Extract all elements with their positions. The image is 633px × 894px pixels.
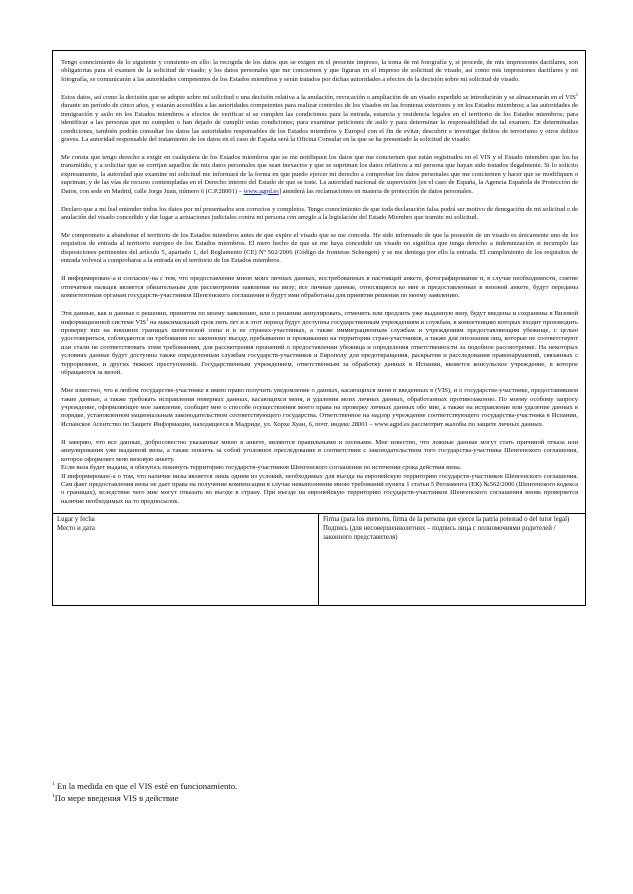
paragraph-es-consent: Tengo conocimiento de lo siguiente y consiento en ello: la recogida de los datos que se exigen en el presente impreso, la toma de mi fotografía y, si procede, de mis impresiones dactilares, son obligatorias para el examen de la solicitud de visado; y los datos personales que me conciernen y que figuran en el impreso de solicitud de visado, así como mis impresiones dactilares y mi fotografía, se comunicarán a las autoridades competentes de los Estados miembros y serán tratados por dichas autoridades a efectos de la decisión sobre mi solicitud de visado. — [61, 59, 578, 83]
text-segment: на максимальный срок пять лет и в этот период будут доступны государственным учреждениям и службам, в компетенцию которых входит производить проверку виз на внешних границах шенгенской зоны и в ее странах-участниках, а также иммиграционным службам и учреждениям предоставляющим убежище, с целью удостовериться, соблюдаются ли требования по законному въезду, пребыванию и проживанию на территории стран-участников, а также для опознания лиц, которые не соответствуют или стали не соответствовать этим требованиям, для рассмотрения прошений о предоставлении убежища и определения ответственности за подобное рассмотрение. На некоторых условиях данные будут доступны также определенным службам государств-участников и Европолу для предотвращения, раскрытия и расследования правонарушений, связанных с терроризмом, и других тяжких преступлений. Государственным учреждением, ответственным за обработку данных в Испании, является консульское учреждение, в которое обращаются за визой. — [61, 318, 578, 377]
signature-row — [53, 513, 585, 605]
paragraph-ru-consent: Я информирован/-а и согласен/-на с тем, что предоставление мною моих личных данных, востребованных в настоящей анкете, фотографирование и, в случае необходимости, снятие отпечатков пальцев является обязательным для рассмотрения заявления на визу; все личные данные, относящиеся ко мне и предоставленные в визовой анкете, будут переданы компетентным органам государств-участников Шенгенского соглашения и будут ими обработаны для принятия решения по моему заявлению. — [61, 275, 578, 300]
place-date-field[interactable] — [53, 514, 319, 605]
paragraph-es-rights — [61, 154, 578, 196]
agpd-link[interactable]: www.agpd.es — [243, 187, 279, 195]
text-segment: Эти данные, как и данные о решении, принятом по моему заявлению, или о решении аннулировать, отменить или продлить уже выданную визу, будут введены и сохранены в Визовой информационной системе VIS — [61, 310, 578, 326]
footnote-ref: 1 — [145, 316, 149, 322]
paragraph-es-departure: Me comprometo a abandonar el territorio de los Estados miembros antes de que expire el visado que se me conceda. He sido informado de que la posesión de un visado es únicamente uno de los requisitos de entrada al territorio europeo de los Estados miembros. El mero hecho de que se me haya concedido un visado no significa que tenga derecho a indemnización si incumplo las disposiciones pertinentes del artículo 5, apartado 1, del Reglamento (CE) Nº 562/2006 (Código de fronteras Schengen) y se me deniega por ello la entrada. El cumplimiento de los requisitos de entrada volverá a comprobarse a la entrada en el territorio de los Estados miembros. — [61, 232, 578, 265]
declaration-text — [53, 51, 585, 513]
paragraph-ru-truthfulness: Я заверяю, что все данные, добросовестно указанные мною в анкете, являются правильными и полными. Мне известно, что ложные данные могут стать причиной отказа или аннулирования уже выданной визы, а также повлечь за собой уголовное преследование в соответствии с законодательством того государства-участника Шенгенского соглашения, которое оформляет мою визовую анкету. Если виза будет выдана, я обязуюсь покинуть территорию государств-участников Шенгенского соглашения по истечении срока действия визы. Я информирован/-а о том, что наличие визы является лишь одним из условий, необходимых для въезда на европейскую территорию государств-участников Шенгенского соглашения. Сам факт предоставления визы не дает права на получение компенсации в случае невыполнения мною требований пункта 1 статьи 5 Регламента (ЕК) №562/2006 (Шенгенского кодекса о границах), вследствие чего мне могут отказать во въезде в страну. При въезде на европейскую территорию государств-участников Шенгенского соглашения вновь проверяется наличие необходимых на то предпосылок. — [61, 438, 578, 505]
declaration-box — [52, 50, 586, 606]
footnotes — [52, 780, 592, 804]
footnote-es-text: En la medida en que el VIS esté en funcionamiento. — [56, 781, 238, 791]
footnote-es — [52, 780, 592, 792]
place-date-label-es: Lugar y fecha — [57, 516, 95, 524]
footnote-ref: 1 — [575, 91, 578, 97]
paragraph-es-vis-storage — [61, 91, 578, 145]
text-segment: Estos datos, así como la decisión que se adopte sobre mi solicitud o una decisión relativa a la anulación, revocación o ampliación de un visado expedido se introducirán y se almacenarán en el VIS — [61, 93, 576, 101]
footnote-mark: 1 — [52, 781, 55, 788]
text-segment: ] atenderá las reclamaciones en materia de protección de datos personales. — [278, 187, 474, 195]
paragraph-es-truthfulness: Declaro que a mi leal entender todos los datos por mí presentados son correctos y completos. Tengo conocimiento de que toda declaración falsa podrá ser motivo de denegación de mi solicitud o de anulación del visado concedido y dar lugar a actuaciones judiciales contra mi persona con arreglo a la legislación del Estado Miembro que tramite mi solicitud. — [61, 205, 578, 222]
footnote-mark: 1 — [52, 793, 55, 800]
text-segment: durante un período de cinco años, y estarán accesibles a las autoridades competentes para realizar controles de los visados en las fronteras exteriores y en los Estados miembros; a las autoridades de inmigración y asilo en los Estados miembros a efectos de verificar si se cumplen las condiciones para la entrada, estancia y residencia legales en el territorio de los Estados miembros; para identificar a las personas que no cumplen o han dejado de cumplir estas condiciones; para examinar peticiones de asilo y para determinar la responsabilidad de tal examen. En determinadas condiciones, también podrán consultar los datos las autoridades responsables de los Estados miembros y Europol con el fin de evitar, descubrir e investigar delitos de terrorismo y otros delitos graves. La autoridad responsable del tratamiento de los datos en el caso de España será la Oficina Consular en la que se ha presentado la solicitud de visado. — [61, 102, 578, 143]
footnote-ru-text: По мере введения VIS в действие — [54, 793, 179, 803]
signature-field[interactable] — [319, 514, 585, 605]
footnote-ru — [52, 792, 592, 804]
text-segment: Me consta que tengo derecho a exigir en cualquiera de los Estados miembros que se me notifiquen los datos que me conciernen que están registrados en el VIS y el Estado miembro que los ha transmitido, y a solicitar que se corrijan aquellos de mis datos personales que sean inexactos y que se supriman los datos relativos a mi persona que hayan sido tratados ilegalmente. Si lo solicito expresamente, la autoridad que examine mi solicitud me informará de la forma en que puedo ejercer mi derecho a comprobar los datos personales que me conciernen y hacer que se modifiquen o supriman, y de las vías de recurso contempladas en el Derecho interno del Estado de que se trate. La autoridad nacional de supervisión [en el caso de España, la Agencia Española de Protección de Datos, con sede en Madrid, calle Jorge Juan, número 6 (C.P.28001) – — [61, 153, 578, 195]
place-date-label-ru: Место и дата — [57, 525, 95, 533]
paragraph-ru-vis-storage — [61, 310, 578, 378]
paragraph-ru-rights: Мне известно, что в любом государстве-участнике я имею право получить уведомление о данных, касающихся меня и введенных в (VIS), и о государстве-участнике, предоставившем такие данные, а также требовать исправления неверных данных, касающихся меня, и удаления моих личных данных, обработанных противозаконно. По моему особому запросу учреждение, оформляющее мое заявление, сообщит мне о способе осуществления моего права на проверку личных данных обо мне, а также на исправление или удаление данных в порядке, установленном национальным законодательством соответствующего государства. Ответственное на надзор учреждение соответствующего государства-участника в Испании, Испанское Агентство по Защите Информации, находящееся в Мадриде, ул. Хорхе Хуан, 6, почт. индекс 28001 – www.agpd.es рассмотрит жалобы по защите личных данных. — [61, 387, 578, 428]
signature-label: Firma (para los menores, firma de la persona que ejerce la patria potestad o del tutor legal) Подпись (для несовершеннолетних – подпись лица с полномочиями родителей / законного представителя) — [323, 516, 570, 541]
